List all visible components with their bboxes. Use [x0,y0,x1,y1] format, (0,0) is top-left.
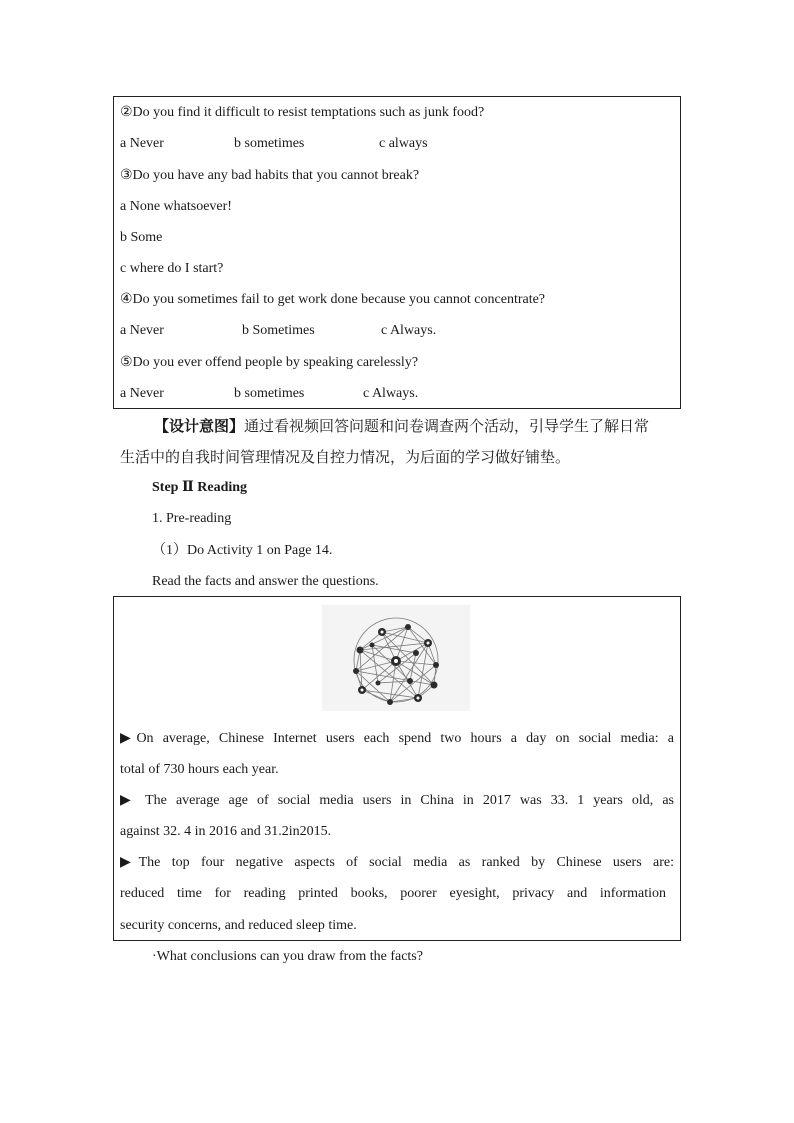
instruction-line: Read the facts and answer the questions. [152,574,379,589]
q2-option-b: b sometimes [234,136,305,151]
design-intent-line-1 [154,417,649,435]
network-globe-image [322,605,470,711]
step-title: Step Ⅱ Reading [152,480,248,495]
question-5: ⑤Do you ever offend people by speaking carelessly? [120,355,419,370]
q4-option-b: b Sometimes [242,323,315,338]
question-3: ③Do you have any bad habits that you cannot break? [120,168,420,183]
fact-3-line-2: reduced time for reading printed books, poorer eyesight, privacy and information [120,886,666,901]
q2-option-c: c always [379,136,428,151]
fact-3-line-1: ▶The top four negative aspects of social media as ranked by Chinese users are: [120,855,674,870]
design-intent-line-2: 生活中的自我时间管理情况及自控力情况，为后面的学习做好铺垫。 [120,448,571,466]
fact-2-line-1: ▶ The average age of social media users in China in 2017 was 33. 1 years old, as [120,793,674,808]
pre-reading-heading: 1. Pre-reading [152,511,232,526]
design-intent-text-1: 通过看视频回答问题和问卷调查两个活动，引导学生了解日常 [244,417,650,435]
fact-1-line-1: ▶On average, Chinese Internet users each spend two hours a day on social media: a [120,731,674,746]
fact-bullet-icon: ▶ [120,793,137,808]
q5-option-b: b sometimes [234,386,305,401]
fact-1-line-2: total of 730 hours each year. [120,762,279,777]
fact-bullet-icon: ▶ [120,855,139,870]
q5-option-a: a Never [120,386,164,401]
q3-option-c: c where do I start? [120,261,224,276]
fact-2-line-2: against 32. 4 in 2016 and 31.2in2015. [120,824,332,839]
design-intent-label: 【设计意图】 [154,417,245,435]
question-2: ②Do you find it difficult to resist temptations such as junk food? [120,105,485,120]
q4-option-a: a Never [120,323,164,338]
q3-option-b: b Some [120,230,163,245]
q2-option-a: a Never [120,136,164,151]
q5-option-c: c Always. [363,386,419,401]
fact-bullet-icon: ▶ [120,731,137,746]
fact-3-line-3: security concerns, and reduced sleep time. [120,918,357,933]
q4-option-c: c Always. [381,323,437,338]
activity-line: （1）Do Activity 1 on Page 14. [152,543,333,558]
q3-option-a: a None whatsoever! [120,199,232,214]
conclusion-question: ·What conclusions can you draw from the facts? [152,949,423,964]
question-4: ④Do you sometimes fail to get work done because you cannot concentrate? [120,292,546,307]
